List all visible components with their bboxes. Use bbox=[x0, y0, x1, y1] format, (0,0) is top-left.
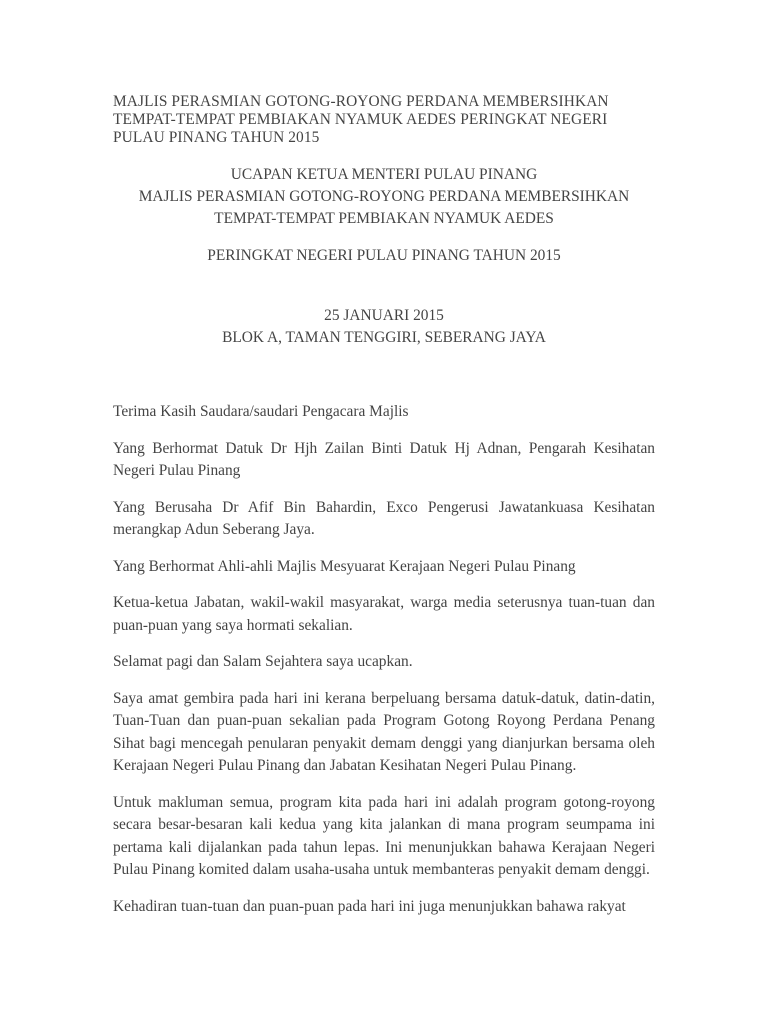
paragraph: Kehadiran tuan-tuan dan puan-puan pada hari ini juga menunjukkan bahawa rakyat bbox=[113, 897, 626, 915]
speech-heading-line-3: TEMPAT-TEMPAT PEMBIAKAN NYAMUK AEDES bbox=[214, 210, 554, 227]
paragraph: Ketua-ketua Jabatan, wakil-wakil masyarakat, warga media seterusnya tuan-tuan dan puan-puan yang saya hormati sekalian. bbox=[113, 594, 655, 634]
paragraph: Yang Berhormat Ahli-ahli Majlis Mesyuarat Kerajaan Negeri Pulau Pinang bbox=[113, 557, 576, 575]
event-date: 25 JANUARI 2015 bbox=[324, 307, 444, 324]
speech-heading-line-2: MAJLIS PERASMIAN GOTONG-ROYONG PERDANA MEMBERSIHKAN bbox=[138, 188, 630, 205]
speech-body bbox=[113, 401, 655, 932]
paragraph: Selamat pagi dan Salam Sejahtera saya ucapkan. bbox=[113, 653, 413, 670]
speech-heading-line-4: PERINGKAT NEGERI PULAU PINANG TAHUN 2015 bbox=[207, 247, 561, 264]
paragraph: Saya amat gembira pada hari ini kerana berpeluang bersama datuk-datuk, datin-datin, Tuan-Tuan dan puan-puan sekalian pada Program Gotong Royong Perdana Penang Sihat bagi mencegah penularan penyakit demam denggi yang dianjurkan bersama oleh Kerajaan Negeri Pulau Pinang dan Jabatan Kesihatan Negeri Pulau Pinang. bbox=[113, 689, 655, 774]
document-header-title: MAJLIS PERASMIAN GOTONG-ROYONG PERDANA MEMBERSIHKAN TEMPAT-TEMPAT PEMBIAKAN NYAMUK AEDES PERINGKAT NEGERI PULAU PINANG TAHUN 2015 bbox=[113, 93, 609, 146]
speech-heading-sub bbox=[113, 245, 655, 267]
paragraph: Yang Berusaha Dr Afif Bin Bahardin, Exco Pengerusi Jawatankuasa Kesihatan merangkap Adun Seberang Jaya. bbox=[113, 498, 655, 538]
speech-heading bbox=[113, 164, 655, 230]
paragraph: Untuk makluman semua, program kita pada hari ini adalah program gotong-royong secara besar-besaran kali kedua yang kita jalankan di mana program seumpama ini pertama kali dijalankan pada tahun lepas. Ini menunjukkan bahawa Kerajaan Negeri Pulau Pinang komited dalam usaha-usaha untuk membanteras penyakit demam denggi. bbox=[113, 793, 655, 878]
event-venue: BLOK A, TAMAN TENGGIRI, SEBERANG JAYA bbox=[222, 329, 546, 346]
speech-heading-line-1: UCAPAN KETUA MENTERI PULAU PINANG bbox=[230, 166, 538, 183]
paragraph: Yang Berhormat Datuk Dr Hjh Zailan Binti Datuk Hj Adnan, Pengarah Kesihatan Negeri Pulau Pinang bbox=[113, 439, 655, 479]
paragraph: Terima Kasih Saudara/saudari Pengacara Majlis bbox=[113, 403, 409, 420]
event-details bbox=[113, 305, 655, 349]
